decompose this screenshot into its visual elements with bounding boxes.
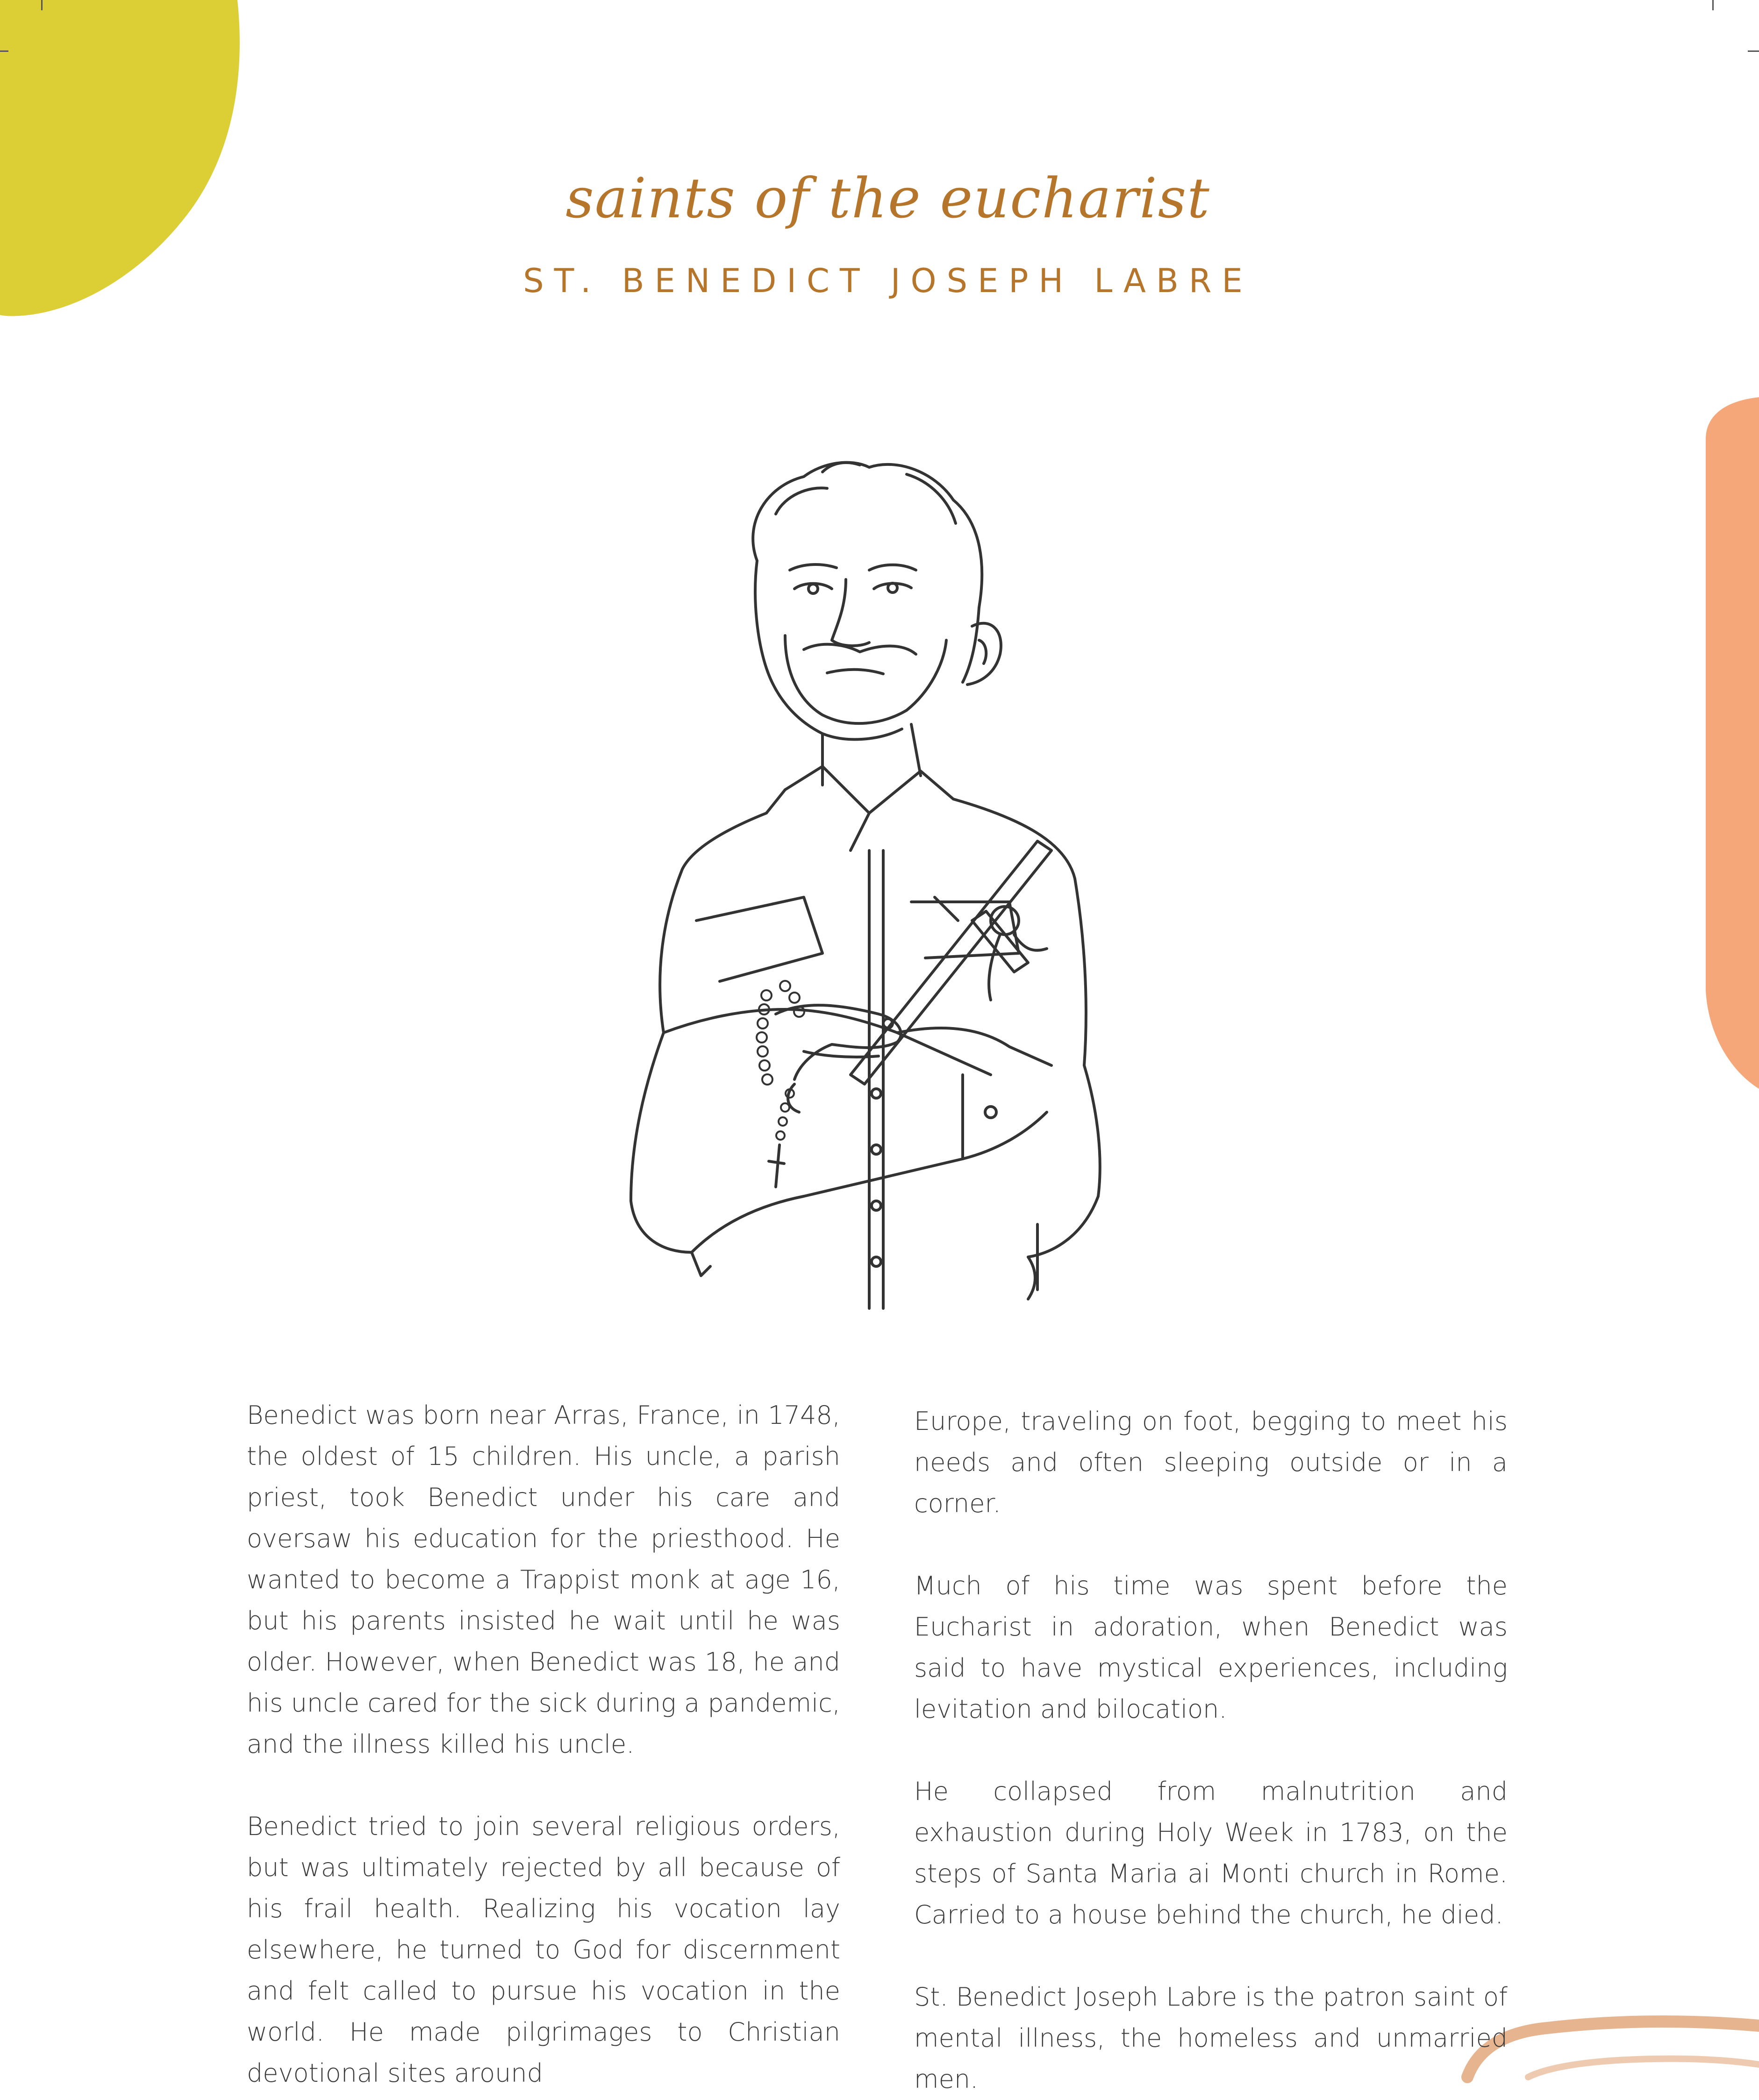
body-column-left: [247, 1395, 840, 2094]
orange-tab-decoration: [1706, 397, 1759, 1089]
crop-mark: [41, 0, 43, 10]
script-title: saints of the eucharist: [565, 166, 1210, 230]
body-column-right: [914, 1401, 1508, 2100]
saint-line-drawing-icon: [523, 430, 1187, 1318]
body-paragraph: Much of his time was spent before the Eucharist in adoration, when Benedict was said to have mystical experiences, including levitation and bilocation.: [914, 1571, 1508, 1724]
body-paragraph: St. Benedict Joseph Labre is the patron saint of mental illness, the homeless and unmarried men.: [914, 1982, 1508, 2094]
crop-mark: [0, 50, 8, 52]
saint-name: ST. BENEDICT JOSEPH LABRE: [523, 262, 1253, 300]
crop-mark: [1748, 50, 1759, 52]
body-paragraph: Benedict was born near Arras, France, in 1748, the oldest of 15 children. His uncle, a parish priest, took Benedict under his care and oversaw his education for the priesthood. He wanted to become a Trappist monk at age 16, but his parents insisted he wait until he was older. However, when Benedict was 18, he and his uncle cared for the sick during a pandemic, and the illness killed his uncle.: [247, 1400, 840, 1759]
body-paragraph: Europe, traveling on foot, begging to meet his needs and often sleeping outside or in a corner.: [914, 1407, 1508, 1518]
yellow-blob-decoration: [0, 0, 243, 318]
body-paragraph: He collapsed from malnutrition and exhaustion during Holy Week in 1783, on the steps of Santa Maria ai Monti church in Rome. Carried to a house behind the church, he died.: [914, 1777, 1508, 1929]
crop-mark: [1712, 0, 1714, 10]
body-paragraph: Benedict tried to join several religious orders, but was ultimately rejected by all because of his frail health. Realizing his vocation lay elsewhere, he turned to God for discernment and felt called to pursue his vocation in the world. He made pilgrimages to Christian devotional sites around: [247, 1812, 840, 2088]
